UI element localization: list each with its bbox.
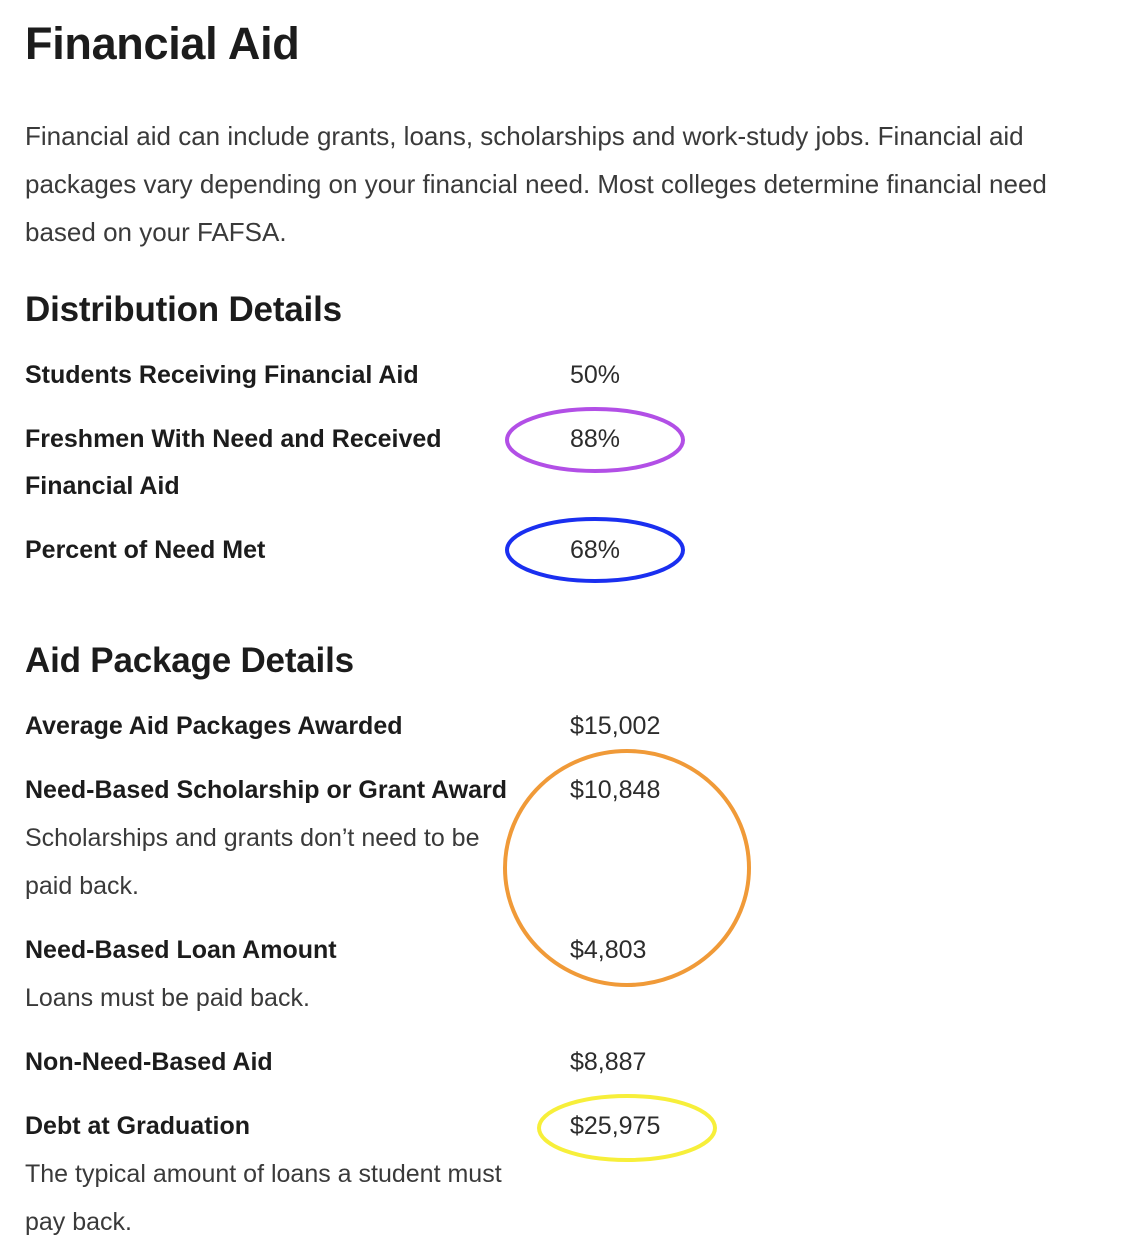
aid-desc-debt-at-graduation: The typical amount of loans a student must pay back. (25, 1160, 502, 1236)
aid-label-need-based-loan: Need-Based Loan Amount (25, 936, 337, 964)
distribution-value-need-met: 68% (570, 536, 621, 564)
aid-value-average-packages: $15,002 (570, 712, 661, 740)
aid-value-need-based-loan: $4,803 (570, 936, 647, 964)
distribution-value-freshmen-need: 88% (570, 425, 621, 453)
page-title: Financial Aid (25, 18, 300, 69)
aid-label-need-based-scholarship: Need-Based Scholarship or Grant Award (25, 776, 508, 804)
distribution-label-need-met: Percent of Need Met (25, 536, 266, 564)
distribution-label-students-receiving: Students Receiving Financial Aid (25, 361, 419, 389)
aid-package-heading: Aid Package Details (25, 641, 354, 680)
aid-label-non-need-based: Non-Need-Based Aid (25, 1048, 273, 1076)
aid-value-need-based-scholarship: $10,848 (570, 776, 661, 804)
distribution-label-freshmen-need: Freshmen With Need and Received Financial Aid (25, 425, 442, 500)
aid-desc-need-based-loan: Loans must be paid back. (25, 984, 310, 1012)
aid-label-average-packages: Average Aid Packages Awarded (25, 712, 403, 740)
aid-value-debt-at-graduation: $25,975 (570, 1112, 661, 1140)
aid-desc-need-based-scholarship: Scholarships and grants don’t need to be paid back. (25, 824, 480, 900)
aid-label-debt-at-graduation: Debt at Graduation (25, 1112, 251, 1140)
intro-paragraph: Financial aid can include grants, loans, scholarships and work-study jobs. Financial aid packages vary depending on your financial need. Most colleges determine financial need based on your FAFSA. (25, 121, 1047, 247)
aid-value-non-need-based: $8,887 (570, 1048, 647, 1076)
distribution-heading: Distribution Details (25, 290, 342, 329)
distribution-value-students-receiving: 50% (570, 361, 621, 389)
